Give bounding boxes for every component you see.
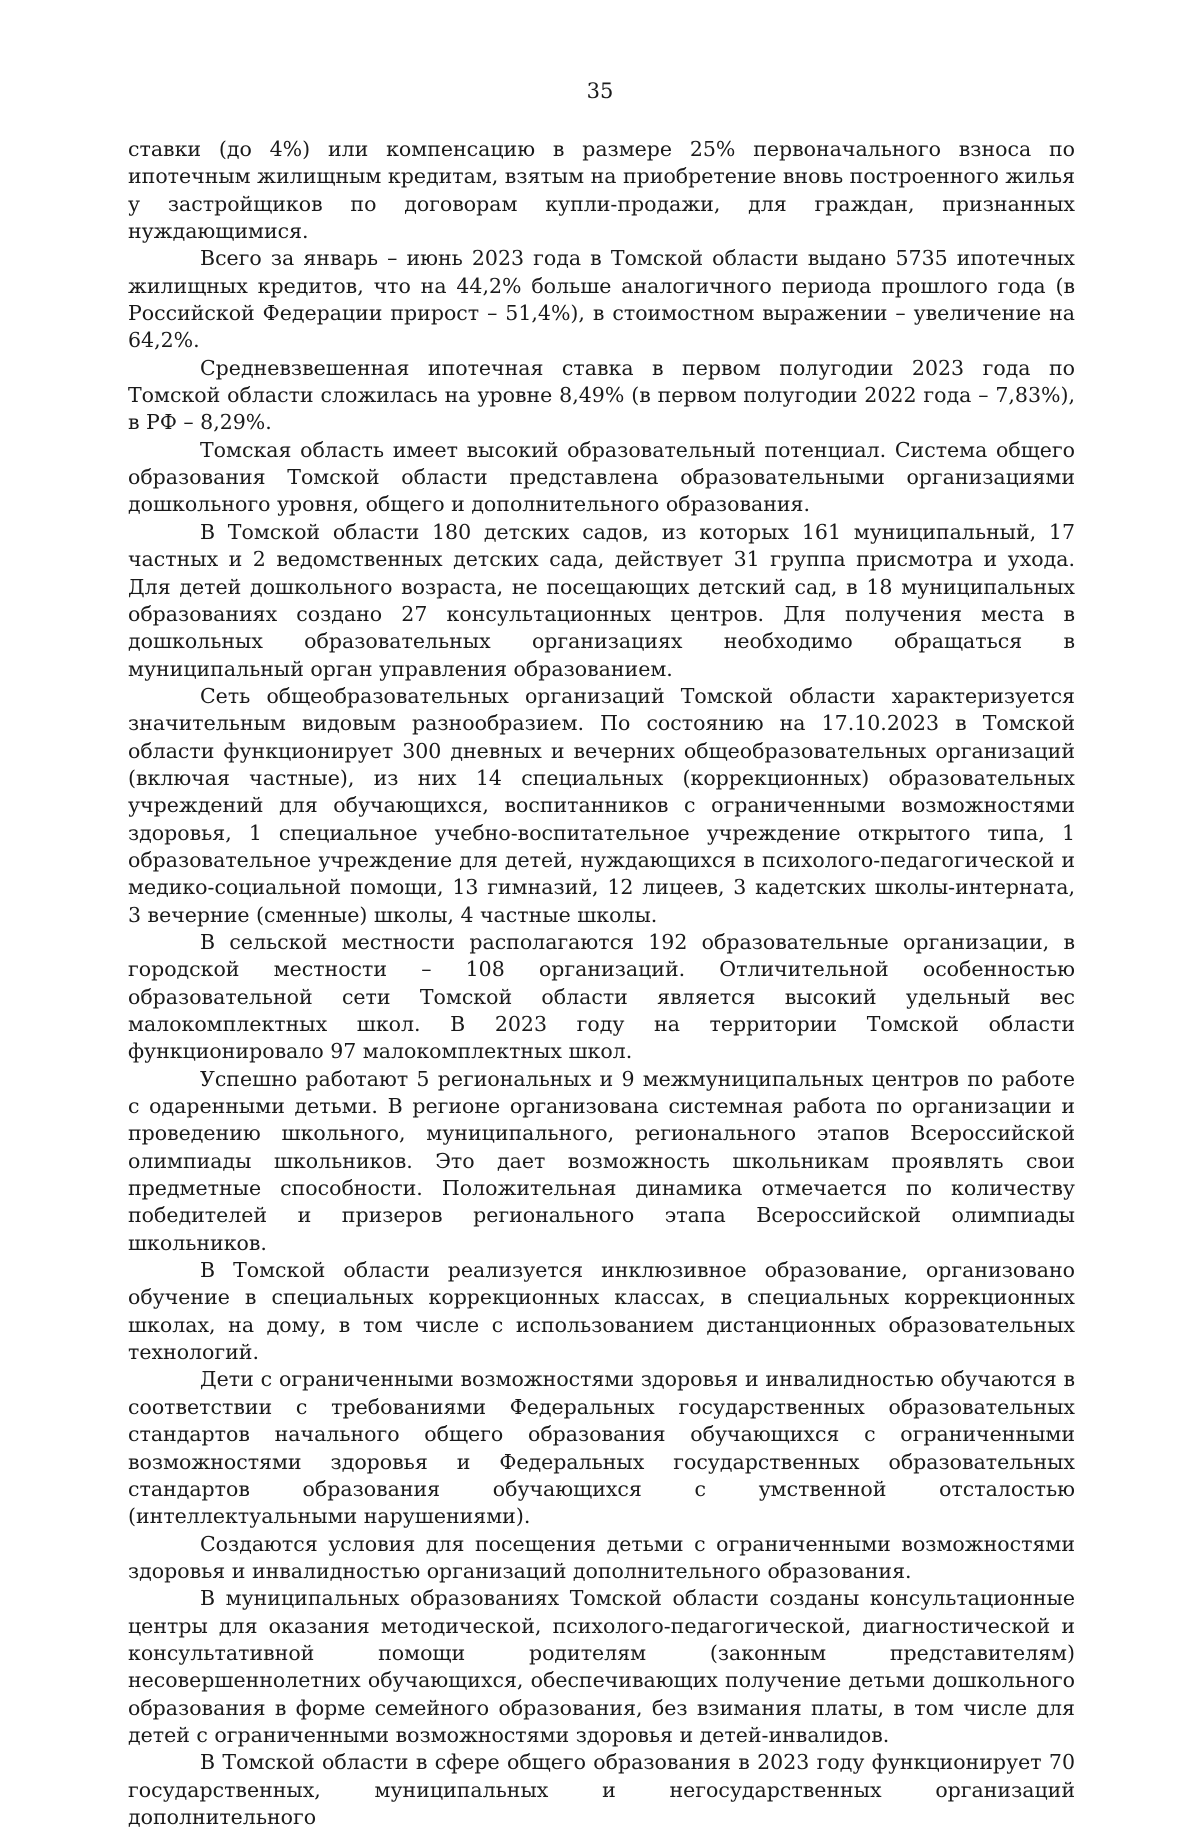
- paragraph-education-potential: Томская область имеет высокий образовательный потенциал. Система общего образования Томской области представлена образовательными организациями дошкольного уровня, общего и дополнительного образования.: [128, 437, 1075, 517]
- paragraph-rural-schools: В сельской местности располагаются 192 образовательные организации, в городской местности – 108 организаций. Отличительной особенностью образовательной сети Томской области является высокий удельный вес малокомплектных школ. В 2023 году на территории Томской области функционировало 97 малокомплектных школ.: [128, 929, 1075, 1064]
- paragraph-mortgage-rate: Средневзвешенная ипотечная ставка в первом полугодии 2023 года по Томской области сложилась на уровне 8,49% (в первом полугодии 2022 года – 7,83%), в РФ – 8,29%.: [128, 355, 1075, 435]
- paragraph-additional-education-access: Создаются условия для посещения детьми с ограниченными возможностями здоровья и инвалидностью организаций дополнительного образования.: [128, 1531, 1075, 1583]
- paragraph-mortgage-compensation: ставки (до 4%) или компенсацию в размере 25% первоначального взноса по ипотечным жилищным кредитам, взятым на приобретение вновь построенного жилья у застройщиков по договорам купли-продажи, для граждан, признанных нуждающимися.: [128, 137, 1075, 244]
- paragraph-additional-education-orgs: В Томской области в сфере общего образования в 2023 году функционирует 70 государственных, муниципальных и негосударственных организаций дополнительного: [128, 1750, 1075, 1829]
- paragraph-gifted-children: Успешно работают 5 региональных и 9 межмуниципальных центров по работе с одаренными детьми. В регионе организована системная работа по организации и проведению школьного, муниципального, регионального этапов Всероссийской олимпиады школьников. Это дает возможность школьникам проявлять свои предметные способности. Положительная динамика отмечается по количеству победителей и призеров регионального этапа Всероссийской олимпиады школьников.: [128, 1066, 1075, 1255]
- document-body: [128, 136, 1075, 1831]
- paragraph-standards: Дети с ограниченными возможностями здоровья и инвалидностью обучаются в соответствии с требованиями Федеральных государственных образовательных стандартов начального общего образования обучающихся с ограниченными возможностями здоровья и Федеральных государственных образовательных стандартов образования обучающихся с умственной отсталостью (интеллектуальными нарушениями).: [128, 1367, 1075, 1529]
- page-number: 35: [586, 79, 614, 103]
- paragraph-inclusive-education: В Томской области реализуется инклюзивное образование, организовано обучение в специальных коррекционных классах, в специальных коррекционных школах, на дому, в том числе с использованием дистанционных образовательных технологий.: [128, 1258, 1075, 1365]
- paragraph-mortgage-loans-total: Всего за январь – июнь 2023 года в Томской области выдано 5735 ипотечных жилищных кредитов, что на 44,2% больше аналогичного периода прошлого года (в Российской Федерации прирост – 51,4%), в стоимостном выражении – увеличение на 64,2%.: [128, 246, 1075, 353]
- paragraph-school-network: Сеть общеобразовательных организаций Томской области характеризуется значительным видовым разнообразием. По состоянию на 17.10.2023 в Томской области функционирует 300 дневных и вечерних общеобразовательных организаций (включая частные), из них 14 специальных (коррекционных) образовательных учреждений для обучающихся, воспитанников с ограниченными возможностями здоровья, 1 специальное учебно-воспитательное учреждение открытого типа, 1 образовательное учреждение для детей, нуждающихся в психолого-педагогической и медико-социальной помощи, 13 гимназий, 12 лицеев, 3 кадетских школы-интерната, 3 вечерние (сменные) школы, 4 частные школы.: [128, 683, 1075, 927]
- paragraph-kindergartens: В Томской области 180 детских садов, из которых 161 муниципальный, 17 частных и 2 ведомственных детских сада, действует 31 группа присмотра и ухода. Для детей дошкольного возраста, не посещающих детский сад, в 18 муниципальных образованиях создано 27 консультационных центров. Для получения места в дошкольных образовательных организациях необходимо обращаться в муниципальный орган управления образованием.: [128, 519, 1075, 681]
- paragraph-consulting-centers: В муниципальных образованиях Томской области созданы консультационные центры для оказания методической, психолого-педагогической, диагностической и консультативной помощи родителям (законным представителям) несовершеннолетних обучающихся, обеспечивающих получение детьми дошкольного образования в форме семейного образования, без взимания платы, в том числе для детей с ограниченными возможностями здоровья и детей-инвалидов.: [128, 1586, 1075, 1747]
